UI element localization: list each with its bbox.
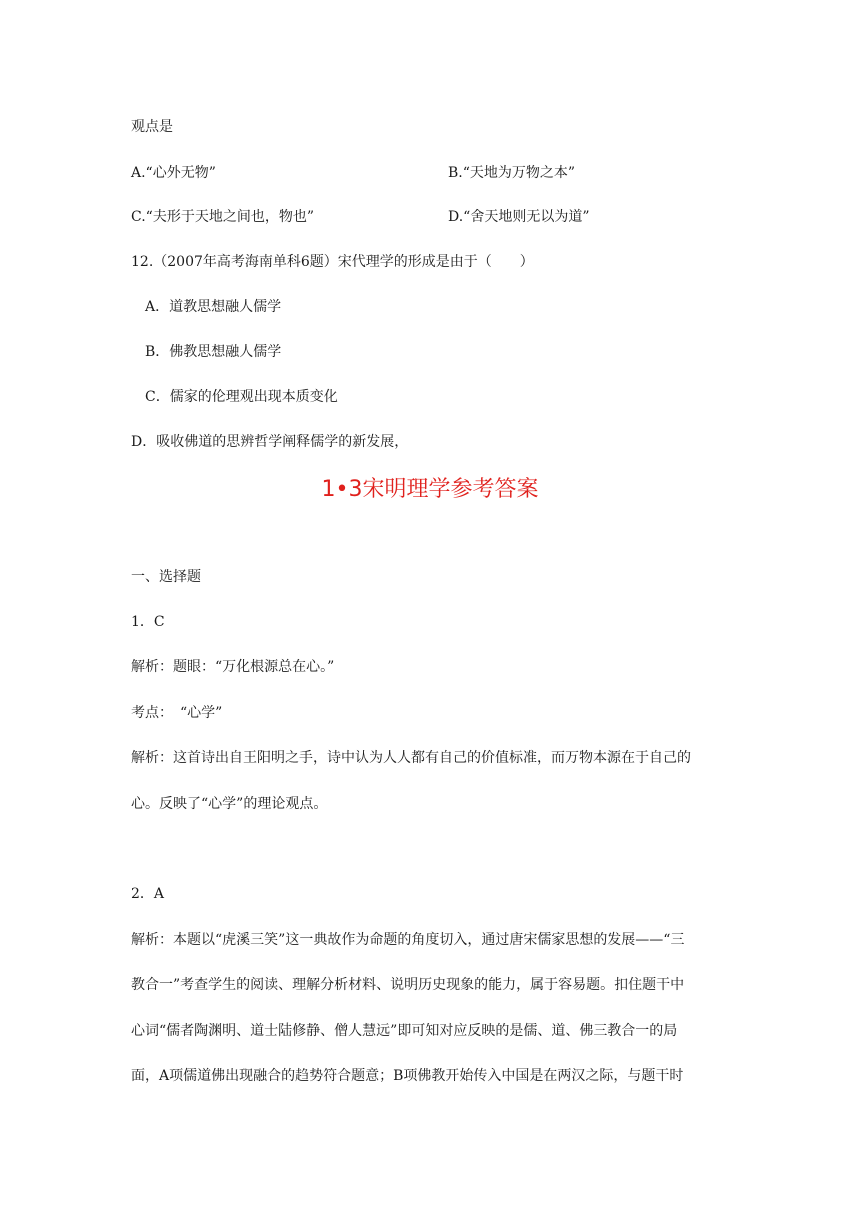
answer-2-analysis-line-3: 心词“儒者陶渊明、道士陆修静、僧人慧远”即可知对应反映的是儒、道、佛三教合一的局 bbox=[131, 1023, 678, 1039]
question-12-option-d: D．吸收佛道的思辨哲学阐释儒学的新发展， bbox=[131, 434, 409, 450]
answer-2: 2．A bbox=[131, 886, 165, 902]
question-11-stem-tail: 观点是 bbox=[131, 119, 173, 135]
question-11-option-b: B.“天地为万物之本” bbox=[448, 165, 576, 181]
question-12-stem: 12.（2007年高考海南单科6题）宋代理学的形成是由于（ ） bbox=[131, 254, 534, 270]
answer-1-analysis-eye: 解析：题眼：“万化根源总在心。” bbox=[131, 659, 335, 675]
question-11-option-c: C.“夫形于天地之间也，物也” bbox=[131, 209, 314, 225]
answer-1-analysis-line-1: 解析：这首诗出自王阳明之手，诗中认为人人都有自己的价值标准，而万物本源在于自己的 bbox=[131, 750, 691, 766]
answer-section-title: 1•3宋明理学参考答案 bbox=[321, 477, 539, 502]
answer-2-analysis-line-4: 面，A项儒道佛出现融合的趋势符合题意；B项佛教开始传入中国是在两汉之际，与题干时 bbox=[131, 1068, 684, 1084]
question-11-option-d: D.“舍天地则无以为道” bbox=[448, 209, 590, 225]
answer-1-analysis-line-2: 心。反映了“心学”的理论观点。 bbox=[131, 796, 328, 812]
question-12-option-b: B．佛教思想融人儒学 bbox=[145, 344, 282, 360]
section-heading: 一、选择题 bbox=[131, 569, 201, 585]
question-12-option-c: C．儒家的伦理观出现本质变化 bbox=[145, 389, 338, 405]
answer-1: 1．C bbox=[131, 614, 165, 630]
answer-1-key-point: 考点： “心学” bbox=[131, 705, 223, 721]
question-12-option-a: A．道教思想融人儒学 bbox=[145, 299, 282, 315]
answer-2-analysis-line-1: 解析：本题以“虎溪三笑”这一典故作为命题的角度切入，通过唐宋儒家思想的发展——“三 bbox=[131, 932, 685, 948]
answer-2-analysis-line-2: 教合一”考查学生的阅读、理解分析材料、说明历史现象的能力，属于容易题。扣住题干中 bbox=[131, 977, 685, 993]
question-11-option-a: A.“心外无物” bbox=[131, 165, 216, 181]
